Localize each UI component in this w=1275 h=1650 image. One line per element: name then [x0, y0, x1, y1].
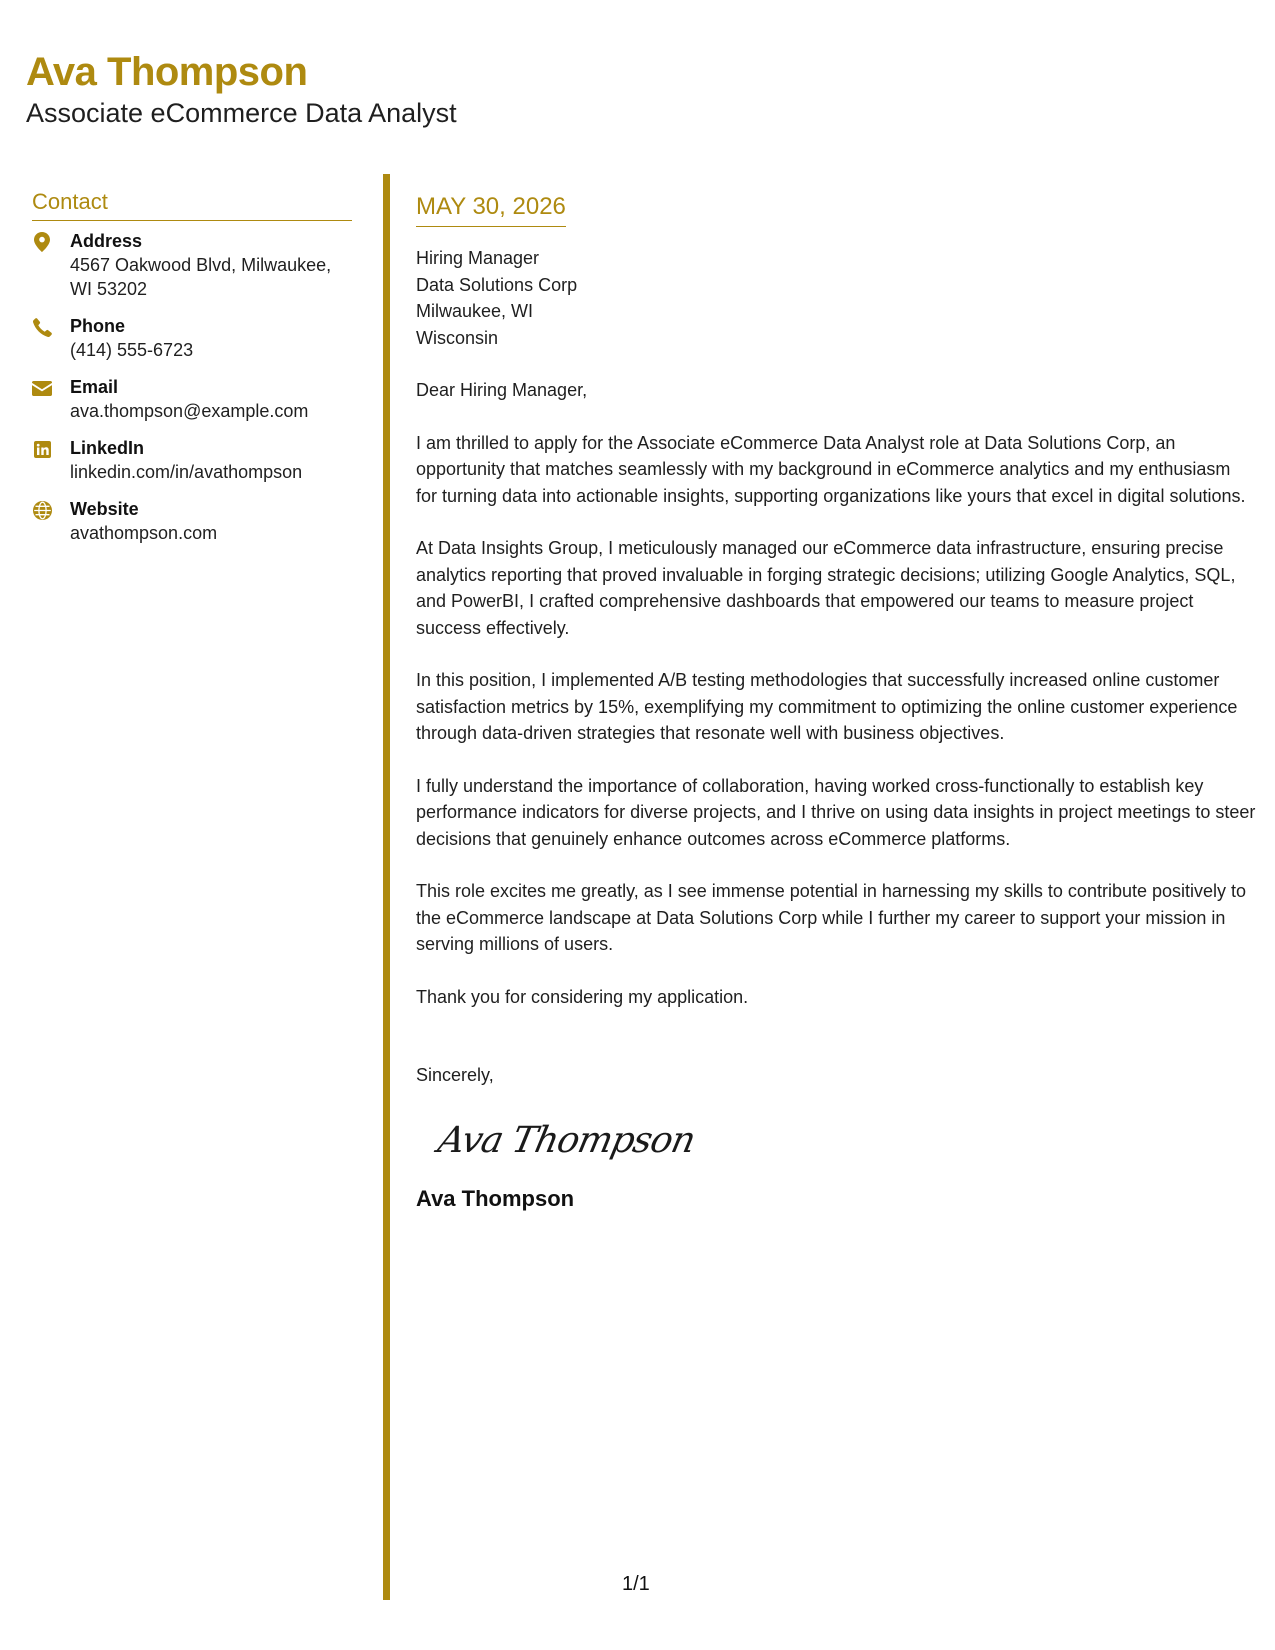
handwritten-signature: Ava Thompson: [434, 1119, 699, 1161]
salutation: Dear Hiring Manager,: [416, 380, 588, 400]
envelope-icon: [32, 378, 52, 398]
map-pin-icon: [32, 232, 52, 252]
letter-paragraph: I fully understand the importance of collaboration, having worked cross-functionally to establish key performance indicators for diverse projects, and I thrive on using data insights in project meetings to steer decisions that genuinely enhance outcomes across eCommerce platforms.: [416, 775, 1256, 849]
letter-header: [26, 48, 457, 129]
letter-paragraph: This role excites me greatly, as I see immense potential in harnessing my skills to contribute positively to the eCommerce landscape at Data Solutions Corp while I further my career to support your mission in serving millions of users.: [416, 881, 1247, 954]
letter-paragraph: I am thrilled to apply for the Associate eCommerce Data Analyst role at Data Solutions Corp, an opportunity that matches seamlessly with my background in eCommerce analytics and my enthusiasm for turning data into actionable insights, supporting organizations like yours that excel in digital solutions.: [416, 432, 1246, 506]
address-value: 4567 Oakwood Blvd, Milwaukee, WI 53202: [70, 255, 332, 299]
email-value: ava.thompson@example.com: [70, 401, 309, 421]
closing: Sincerely,: [416, 1065, 494, 1085]
letter-paragraph: In this position, I implemented A/B testing methodologies that successfully increased online customer satisfaction metrics by 15%, exemplifying my commitment to optimizing the online customer experience through data-driven strategies that resonate well with business objectives.: [416, 670, 1238, 743]
page-number: 1/1: [622, 1573, 650, 1595]
letter-body: [416, 192, 1256, 1213]
contact-heading: Contact: [32, 188, 352, 221]
recipient-block: [416, 245, 1256, 351]
letter-paragraph: At Data Insights Group, I meticulously managed our eCommerce data infrastructure, ensuring precise analytics reporting that proved invaluable in forging strategic decisions; utilizing Google Analytics, SQL, and PowerBI, I crafted comprehensive dashboards that empowered our teams to measure project success effectively.: [416, 538, 1236, 638]
contact-label: LinkedIn: [70, 438, 145, 458]
recipient-line: Wisconsin: [416, 327, 499, 348]
contact-item-phone: [32, 314, 352, 362]
contact-label: Email: [70, 377, 119, 397]
letter-paragraph: Thank you for considering my application.: [416, 986, 749, 1007]
contact-item-website: [32, 497, 352, 545]
contact-list: [32, 229, 352, 545]
linkedin-value: linkedin.com/in/avathompson: [70, 462, 303, 482]
phone-icon: [32, 317, 52, 337]
contact-label: Website: [70, 499, 139, 519]
contact-label: Phone: [70, 316, 126, 336]
signer-name: Ava Thompson: [416, 1185, 575, 1211]
recipient-line: Milwaukee, WI: [416, 301, 534, 321]
contact-sidebar: [32, 188, 352, 558]
recipient-line: Data Solutions Corp: [416, 274, 578, 295]
column-divider: [383, 174, 390, 1600]
contact-item-email: [32, 375, 352, 423]
recipient-line: Hiring Manager: [416, 248, 540, 268]
linkedin-icon: [32, 439, 52, 459]
applicant-name: Ava Thompson: [26, 50, 308, 94]
letter-date: MAY 30, 2026: [416, 192, 566, 227]
applicant-title: Associate eCommerce Data Analyst: [26, 98, 457, 128]
website-value: avathompson.com: [70, 523, 218, 543]
contact-label: Address: [70, 231, 143, 251]
contact-item-address: [32, 229, 352, 301]
phone-value: (414) 555-6723: [70, 340, 194, 360]
contact-item-linkedin: [32, 436, 352, 484]
globe-icon: [32, 500, 52, 520]
